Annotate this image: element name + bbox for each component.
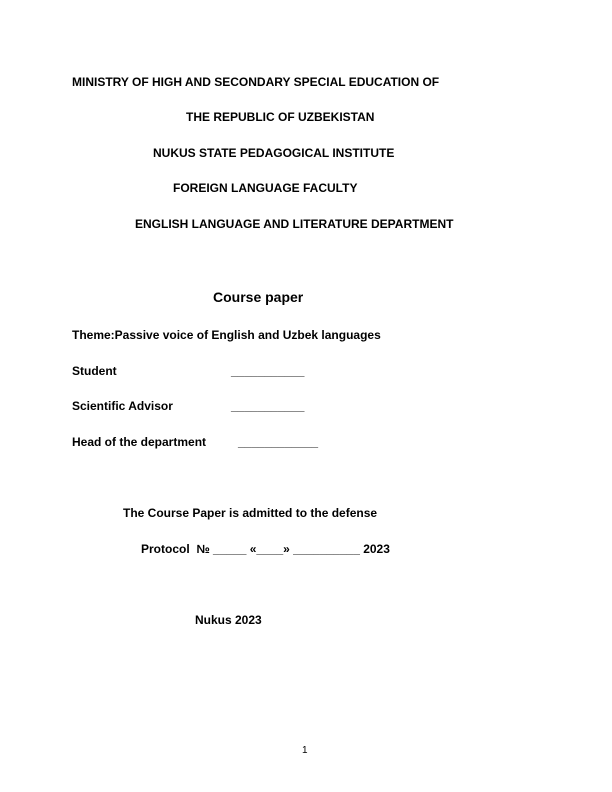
ministry-line-1: MINISTRY OF HIGH AND SECONDARY SPECIAL EDUCATION OF — [72, 75, 440, 89]
advisor-signature-blank: ___________ — [231, 399, 305, 413]
department-name: ENGLISH LANGUAGE AND LITERATURE DEPARTMENT — [135, 217, 454, 231]
student-signature-blank: ___________ — [231, 364, 305, 378]
institute-name: NUKUS STATE PEDAGOGICAL INSTITUTE — [153, 146, 395, 160]
head-of-department-label: Head of the department — [72, 435, 207, 449]
faculty-name: FOREIGN LANGUAGE FACULTY — [173, 181, 358, 195]
ministry-line-2: THE REPUBLIC OF UZBEKISTAN — [186, 110, 375, 124]
head-of-department-signature-blank: ____________ — [238, 435, 319, 449]
theme-line: Theme:Passive voice of English and Uzbek languages — [72, 328, 381, 342]
student-label: Student — [72, 364, 117, 378]
admission-statement: The Course Paper is admitted to the defense — [123, 506, 378, 520]
protocol-line: Protocol № _____ «____» __________ 2023 — [141, 542, 390, 556]
document-title: Course paper — [213, 289, 304, 305]
place-and-year: Nukus 2023 — [195, 613, 262, 627]
page-number: 1 — [302, 745, 308, 756]
advisor-label: Scientific Advisor — [72, 399, 173, 413]
